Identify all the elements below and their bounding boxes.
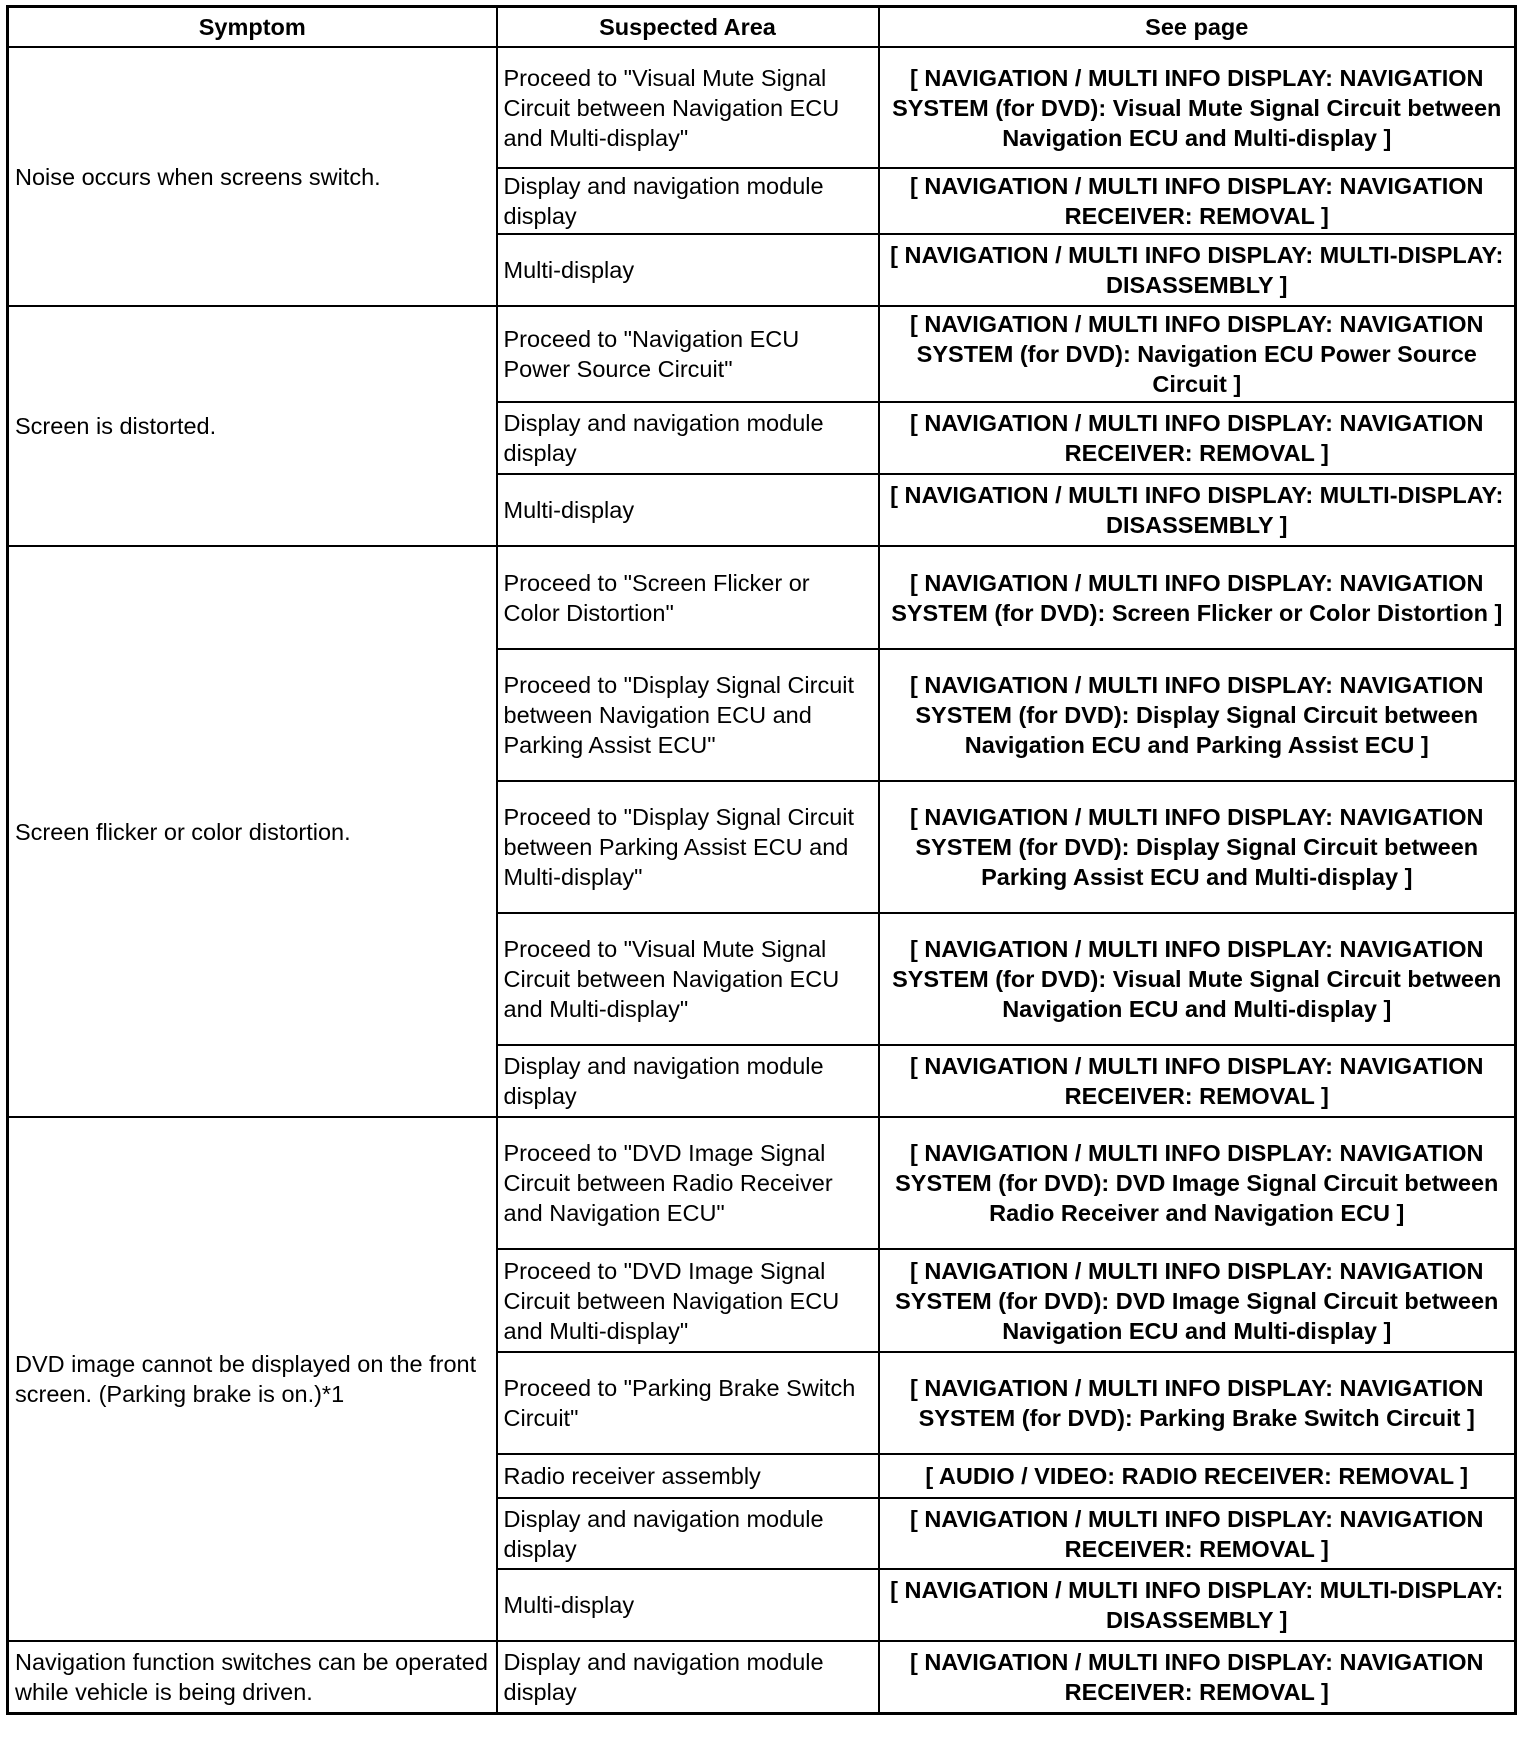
suspected-area-cell: Proceed to "Screen Flicker or Color Distortion" (497, 546, 879, 649)
see-page-cell: [ NAVIGATION / MULTI INFO DISPLAY: NAVIGATION SYSTEM (for DVD): DVD Image Signal Circuit between Navigation ECU and Multi-display ] (879, 1249, 1516, 1352)
see-page-cell: [ NAVIGATION / MULTI INFO DISPLAY: NAVIGATION RECEIVER: REMOVAL ] (879, 168, 1516, 234)
see-page-cell: [ NAVIGATION / MULTI INFO DISPLAY: NAVIGATION SYSTEM (for DVD): Visual Mute Signal Circuit between Navigation ECU and Multi-display ] (879, 913, 1516, 1045)
suspected-area-cell: Display and navigation module display (497, 1045, 879, 1117)
table-row (8, 1117, 1516, 1249)
troubleshooting-page (6, 5, 1514, 1715)
see-page-cell: [ NAVIGATION / MULTI INFO DISPLAY: NAVIGATION RECEIVER: REMOVAL ] (879, 402, 1516, 474)
see-page-cell: [ NAVIGATION / MULTI INFO DISPLAY: NAVIGATION SYSTEM (for DVD): Display Signal Circuit between Navigation ECU and Parking Assist ECU ] (879, 649, 1516, 781)
suspected-area-cell: Multi-display (497, 234, 879, 306)
suspected-area-cell: Display and navigation module display (497, 1498, 879, 1569)
symptom-cell: Screen flicker or color distortion. (8, 546, 497, 1117)
suspected-area-cell: Proceed to "Visual Mute Signal Circuit between Navigation ECU and Multi-display" (497, 913, 879, 1045)
see-page-cell: [ NAVIGATION / MULTI INFO DISPLAY: NAVIGATION RECEIVER: REMOVAL ] (879, 1498, 1516, 1569)
symptom-cell: Screen is distorted. (8, 306, 497, 546)
see-page-cell: [ NAVIGATION / MULTI INFO DISPLAY: MULTI-DISPLAY: DISASSEMBLY ] (879, 1569, 1516, 1641)
see-page-cell: [ NAVIGATION / MULTI INFO DISPLAY: NAVIGATION SYSTEM (for DVD): DVD Image Signal Circuit between Radio Receiver and Navigation ECU ] (879, 1117, 1516, 1249)
symptom-cell: DVD image cannot be displayed on the front screen. (Parking brake is on.)*1 (8, 1117, 497, 1641)
see-page-cell: [ NAVIGATION / MULTI INFO DISPLAY: NAVIGATION SYSTEM (for DVD): Visual Mute Signal Circuit between Navigation ECU and Multi-display ] (879, 47, 1516, 168)
table-row (8, 306, 1516, 402)
suspected-area-cell: Proceed to "Display Signal Circuit between Parking Assist ECU and Multi-display" (497, 781, 879, 913)
see-page-cell: [ NAVIGATION / MULTI INFO DISPLAY: MULTI-DISPLAY: DISASSEMBLY ] (879, 474, 1516, 546)
suspected-area-cell: Display and navigation module display (497, 168, 879, 234)
suspected-area-cell: Radio receiver assembly (497, 1454, 879, 1498)
symptom-table (6, 5, 1517, 1715)
see-page-cell: [ NAVIGATION / MULTI INFO DISPLAY: NAVIGATION SYSTEM (for DVD): Screen Flicker or Color Distortion ] (879, 546, 1516, 649)
suspected-area-cell: Display and navigation module display (497, 402, 879, 474)
see-page-cell: [ NAVIGATION / MULTI INFO DISPLAY: MULTI-DISPLAY: DISASSEMBLY ] (879, 234, 1516, 306)
suspected-area-cell: Proceed to "Display Signal Circuit between Navigation ECU and Parking Assist ECU" (497, 649, 879, 781)
see-page-cell: [ NAVIGATION / MULTI INFO DISPLAY: NAVIGATION SYSTEM (for DVD): Parking Brake Switch Circuit ] (879, 1352, 1516, 1454)
suspected-area-cell: Proceed to "DVD Image Signal Circuit between Navigation ECU and Multi-display" (497, 1249, 879, 1352)
see-page-cell: [ NAVIGATION / MULTI INFO DISPLAY: NAVIGATION RECEIVER: REMOVAL ] (879, 1641, 1516, 1713)
suspected-area-cell: Multi-display (497, 474, 879, 546)
table-row (8, 546, 1516, 649)
suspected-area-cell: Proceed to "Navigation ECU Power Source Circuit" (497, 306, 879, 402)
header-suspected-area: Suspected Area (497, 7, 879, 48)
suspected-area-cell: Proceed to "Visual Mute Signal Circuit between Navigation ECU and Multi-display" (497, 47, 879, 168)
see-page-cell: [ NAVIGATION / MULTI INFO DISPLAY: NAVIGATION RECEIVER: REMOVAL ] (879, 1045, 1516, 1117)
see-page-cell: [ NAVIGATION / MULTI INFO DISPLAY: NAVIGATION SYSTEM (for DVD): Navigation ECU Power Source Circuit ] (879, 306, 1516, 402)
suspected-area-cell: Display and navigation module display (497, 1641, 879, 1713)
table-row (8, 47, 1516, 168)
see-page-cell: [ NAVIGATION / MULTI INFO DISPLAY: NAVIGATION SYSTEM (for DVD): Display Signal Circuit between Parking Assist ECU and Multi-display ] (879, 781, 1516, 913)
suspected-area-cell: Proceed to "Parking Brake Switch Circuit" (497, 1352, 879, 1454)
table-row (8, 1641, 1516, 1713)
header-see-page: See page (879, 7, 1516, 48)
see-page-cell: [ AUDIO / VIDEO: RADIO RECEIVER: REMOVAL ] (879, 1454, 1516, 1498)
suspected-area-cell: Multi-display (497, 1569, 879, 1641)
symptom-cell: Navigation function switches can be operated while vehicle is being driven. (8, 1641, 497, 1713)
header-symptom: Symptom (8, 7, 497, 48)
suspected-area-cell: Proceed to "DVD Image Signal Circuit between Radio Receiver and Navigation ECU" (497, 1117, 879, 1249)
header-row (8, 7, 1516, 48)
symptom-cell: Noise occurs when screens switch. (8, 47, 497, 306)
